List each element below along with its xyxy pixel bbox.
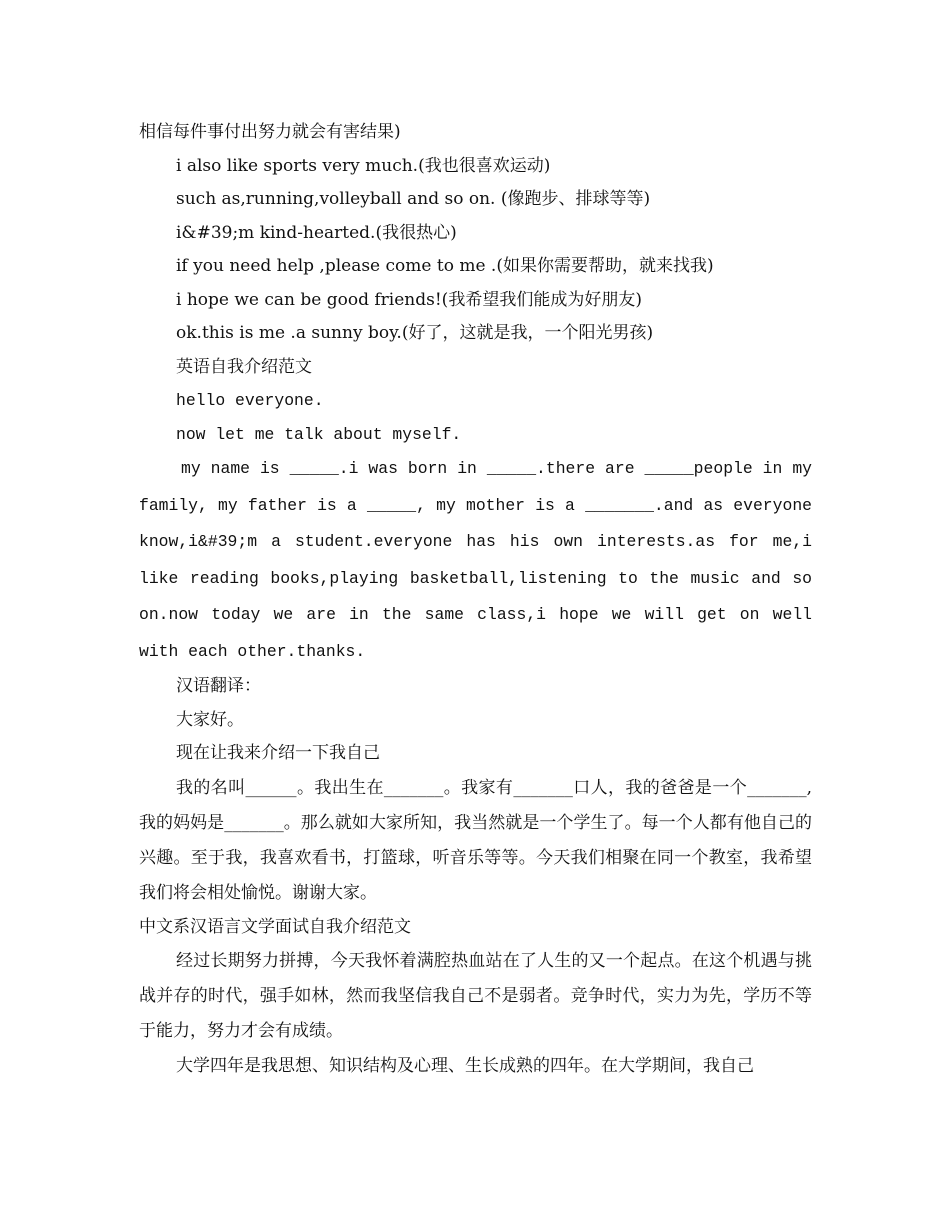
section-heading: 英语自我介绍范文: [176, 356, 312, 377]
text-line: i hope we can be good friends!(我希望我们能成为好朋友): [176, 289, 642, 310]
document-body: [139, 116, 812, 1084]
text-line: such as,running,volleyball and so on. (像跑步、排球等等): [176, 189, 651, 209]
text-line: ok.this is me .a sunny boy.(好了，这就是我，一个阳光男孩): [176, 323, 654, 343]
english-paragraph: my name is _____.i was born in _____.there are _____people in my family, my father is a _____, my mother is a _______.and as everyone know,i&#39;m a student.everyone has his own interests.as for me,i like reading books,playing basketball,listening to the music and so on.now today we are in the same class,i hope we will get on well with each other.thanks.: [139, 459, 812, 661]
text-line: if you need help ,please come to me .(如果你需要帮助，就来找我): [176, 256, 714, 276]
text-line: now let me talk about myself.: [176, 424, 462, 444]
text-line: 相信每件事付出努力就会有害结果): [139, 122, 401, 142]
chinese-paragraph: 大学四年是我思想、知识结构及心理、生长成熟的四年。在大学期间，我自己: [176, 1056, 754, 1076]
text-line: i also like sports very much.(我也很喜欢运动): [176, 155, 551, 176]
text-line: 现在让我来介绍一下我自己: [176, 743, 380, 763]
text-line: 大家好。: [176, 709, 244, 730]
translation-heading: 汉语翻译：: [176, 676, 261, 696]
text-line: hello everyone.: [176, 391, 324, 410]
section-title: 中文系汉语言文学面试自我介绍范文: [139, 916, 411, 937]
chinese-paragraph: 我的名叫______。我出生在_______。我家有_______口人，我的爸爸是一个_______,我的妈妈是_______。那么就如大家所知，我当然就是一个学生了。每一个人都有他自己的兴趣。至于我，我喜欢看书，打篮球，听音乐等等。今天我们相聚在同一个教室，我希望我们将会相处愉悦。谢谢大家。: [139, 777, 812, 903]
text-line: i&#39;m kind-hearted.(我很热心): [176, 222, 457, 243]
chinese-paragraph: 经过长期努力拼搏，今天我怀着满腔热血站在了人生的又一个起点。在这个机遇与挑战并存的时代，强手如林，然而我坚信我自己不是弱者。竞争时代，实力为先，学历不等于能力，努力才会有成绩。: [139, 951, 812, 1041]
